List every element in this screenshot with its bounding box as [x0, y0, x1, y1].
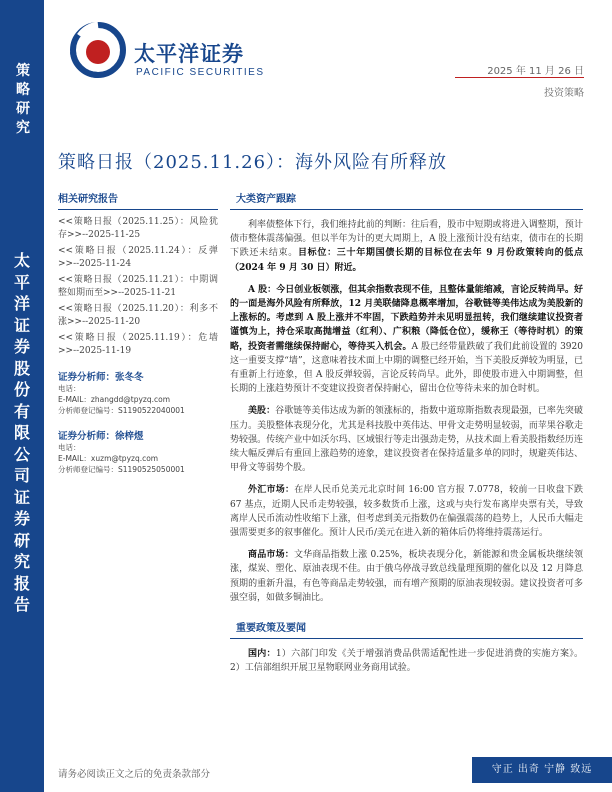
right-column	[230, 190, 583, 675]
disclaimer-note: 请务必阅读正文之后的免责条款部分	[58, 769, 211, 780]
sidebar-company-label: 太平洋证券股份有限公司证券研究报告	[13, 251, 30, 614]
brand-name-en: PACIFIC SECURITIES	[136, 67, 265, 78]
domestic-text: 1）六部门印发《关于增强消费品供需适配性进一步促进消费的实施方案》。2）工信部组织开展卫星物联网业务商用试验。	[230, 649, 583, 674]
sidebar-band	[0, 0, 44, 792]
analyst-cert: 分析师登记编号：S1190525050001	[58, 465, 185, 474]
commodity-text: 文华商品指数上涨 0.25%，板块表现分化，新能源和贵金属板块继续领涨，煤炭、塑化、原油表现不佳。由于俄乌停战寻致总线量理预期的催化以及 12 月降息预期的重新升温，有色等商品走势较强，而有增产预期的原油表现较弱。建议投资者可多强空弱，如做多铜油比。	[230, 550, 583, 603]
pacific-logo-icon	[70, 22, 126, 78]
us-stock-text: 谷歌链等美伟达成为新的领涨标的，指数中道琼斯指数表现最强，已率先突破压力。美股整体表现分化，尤其是科技股中英伟达、甲骨文走势明显较弱，而苹果谷歌走势较强。传统产业中如沃尔玛、区域银行等走出强劲走势，从技术面上看美股指数经历连续大幅反弹后有重回上涨趋势的迹象，建议投资者在保持适量多单的同时，规避英伟达、甲骨文等弱势个股。	[230, 406, 583, 474]
analyst-name: 证券分析师：徐梓煜	[58, 431, 144, 442]
fx-paragraph	[230, 483, 583, 540]
us-stock-paragraph	[230, 404, 583, 475]
domestic-lead: 国内：	[248, 649, 276, 660]
analyst-email[interactable]: E-MAIL：xuzm@tpyzq.com	[58, 454, 159, 463]
a-share-text: A 股已经带量跌破了我们此前设置的 3920 这一重要支撑“墙”，这意味着技术面上中期的调整已经开始，当下美股反弹较为明显，已有重新上行迹象，但 A 股反弹较弱，言论反转尚早。此外，即使股市进入中期调整，但长期的上涨趋势预计不变建议投资者保持耐心，留出仓位等待未来的加仓时机。	[230, 341, 583, 395]
us-stock-lead: 美股：	[248, 406, 276, 417]
related-report-link[interactable]: <<策略日报（2025.11.21）：中期调整如期而至>>--2025-11-21	[58, 275, 218, 298]
analyst-email[interactable]: E-MAIL：zhangdd@tpyzq.com	[58, 395, 170, 404]
report-title: 策略日报（2025.11.26）：海外风险有所释放	[58, 152, 448, 173]
report-date: 2025 年 11 月 26 日	[487, 66, 584, 77]
a-share-paragraph	[230, 283, 583, 397]
rates-target: 目标位：三十年期国债长期的目标位在去年 9 月份政策转向的低点（2024 年 9 月 30 日）附近。	[230, 248, 583, 273]
fx-text: 在岸人民币兑美元北京时间 16:00 官方报 7.0778，较前一日收盘下跌 67 基点，近期人民币走势较强，较多数货币上涨，这或与央行发布离岸央票有关，导致离岸人民币流动性收缩下上涨，但考虑到美元指数仍在偏强震荡的趋势上，人民币大幅走强需要更多的叙事催化。预计人民币/美元在进入新的箱体后仍将维持震荡运行。	[230, 485, 583, 539]
related-report-link[interactable]: <<策略日报（2025.11.20）：利多不涨>>--2025-11-20	[58, 304, 218, 327]
related-reports-heading: 相关研究报告	[58, 190, 218, 210]
analyst-phone: 电话：	[58, 384, 81, 393]
asset-tracking-heading: 大类资产跟踪	[230, 190, 583, 210]
sidebar-category-label: 策略研究	[16, 63, 30, 136]
analyst-name: 证券分析师：张冬冬	[58, 372, 144, 383]
related-report-link[interactable]: <<策略日报（2025.11.25）：风险犹存>>--2025-11-25	[58, 217, 218, 240]
analyst-cert: 分析师登记编号：S1190522040001	[58, 406, 185, 415]
policy-news-heading: 重要政策及要闻	[230, 619, 583, 639]
commodity-paragraph	[230, 548, 583, 605]
related-report-link[interactable]: <<策略日报（2025.11.19）：危墙>>--2025-11-19	[58, 333, 218, 356]
related-report-link[interactable]: <<策略日报（2025.11.24）：反弹>>--2025-11-24	[58, 246, 218, 269]
brand-name-cn: 太平洋证券	[134, 42, 244, 66]
header-divider	[455, 77, 584, 78]
analyst-phone: 电话：	[58, 443, 81, 452]
fx-lead: 外汇市场：	[248, 485, 295, 496]
domestic-news-paragraph	[230, 647, 583, 675]
commodity-lead: 商品市场：	[248, 550, 294, 561]
report-type: 投资策略	[544, 88, 584, 99]
left-column	[58, 190, 218, 475]
company-slogan: 守正 出奇 宁静 致远	[472, 757, 612, 783]
a-share-summary: 今日创业板领涨，但其余指数表现不佳，且整体量能缩减，言论反转尚早。好的一面是海外风险有所释放，12 月美联储降息概率增加，谷歌链等美伟达成为美股新的上涨标的。考虑到 A 股上涨并不牢固，下跌趋势并未见明显扭转，我们继续建议投资者谨慎为上，持仓采取高抛增益（红利）、广积粮（降低仓位），缓称王（等待时机）的策略，投资者需继续保持耐心，等待买入机会。	[230, 284, 583, 352]
rates-text: 利率债整体下行，我们维持此前的判断：往后看，股市中短期或将进入调整期，预计债市整体震荡偏强。但以半年为计的更大周期上，A 股上涨预计没有结束，债市在的长期下跌还未结束。	[230, 220, 583, 259]
rates-paragraph	[230, 218, 583, 275]
a-share-lead: A 股：	[248, 284, 277, 295]
